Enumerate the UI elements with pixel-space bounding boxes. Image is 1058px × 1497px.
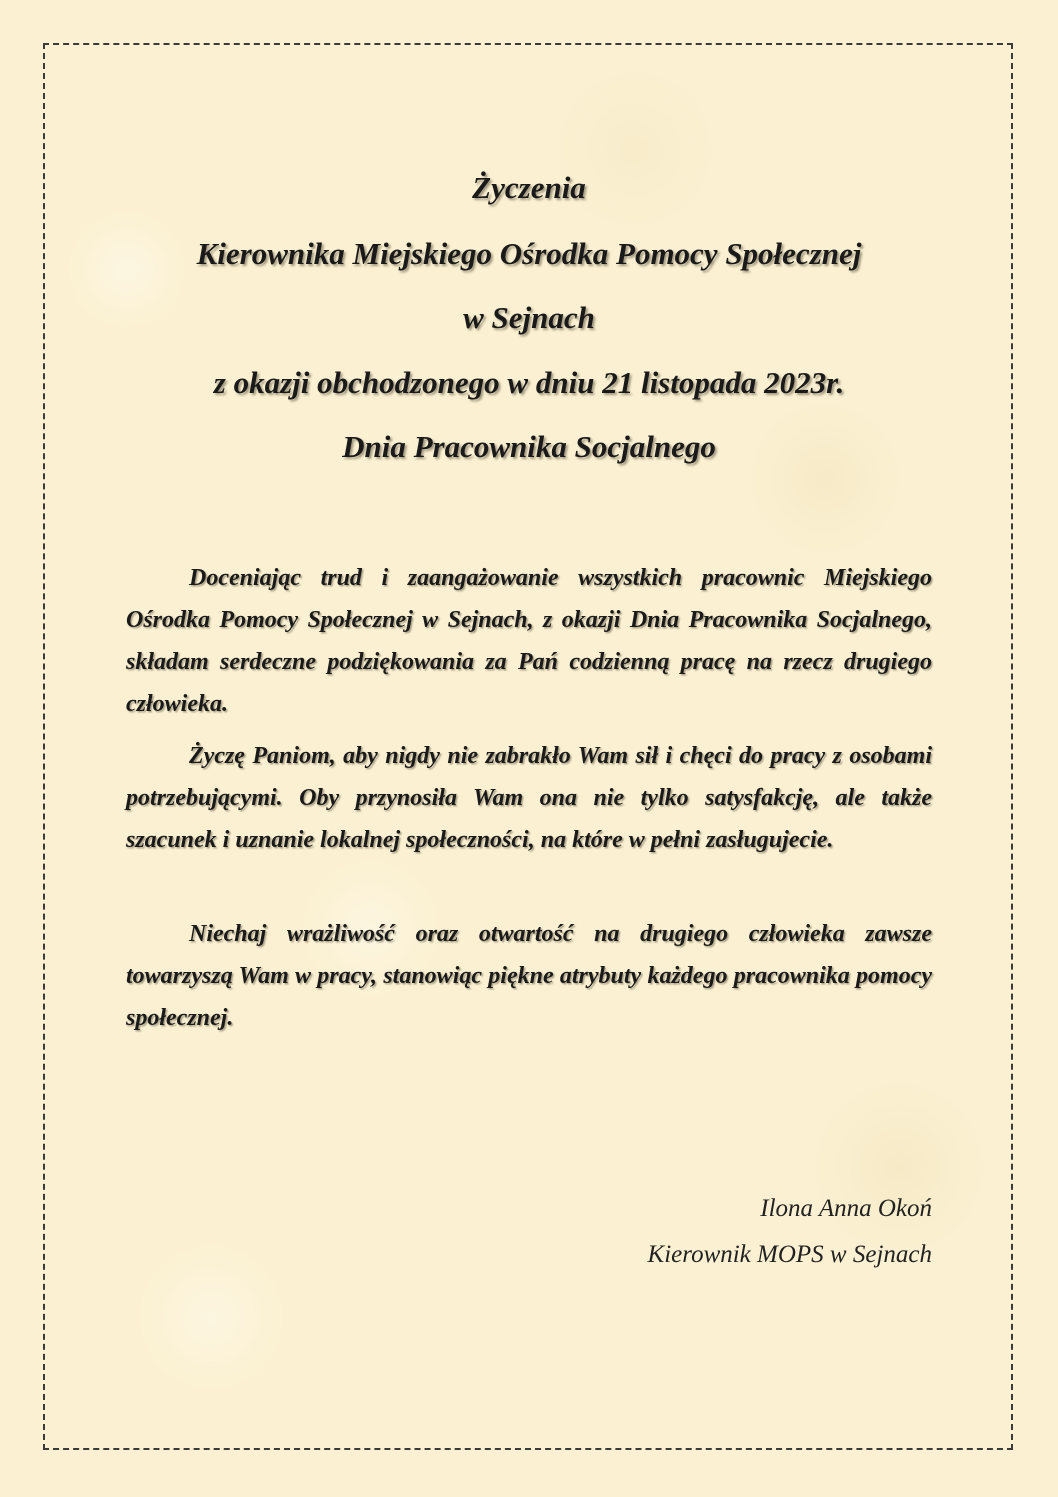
body-paragraph-1: Doceniając trud i zaangażowanie wszystkich pracownic Miejskiego Ośrodka Pomocy Społecznej w Sejnach, z okazji Dnia Pracownika Socjalnego, składam serdeczne podziękowania za Pań codzienną pracę na rzecz drugiego człowieka. xyxy=(126,565,932,717)
heading-occasion-name: Dnia Pracownika Socjalnego xyxy=(342,429,716,464)
signature-name: Ilona Anna Okoń xyxy=(760,1195,932,1222)
signature-role: Kierownik MOPS w Sejnach xyxy=(647,1241,932,1268)
body-paragraph-3: Niechaj wrażliwość oraz otwartość na drugiego człowieka zawsze towarzyszą Wam w pracy, stanowiąc piękne atrybuty każdego pracownika pomocy społecznej. xyxy=(126,921,932,1031)
body-paragraph-3-block xyxy=(126,913,932,1039)
heading-location: w Sejnach xyxy=(463,300,595,335)
heading-title: Życzenia xyxy=(472,170,586,205)
heading-institution: Kierownika Miejskiego Ośrodka Pomocy Społecznej xyxy=(196,236,862,271)
body-paragraph-1-block xyxy=(126,557,932,725)
heading-occasion-date: z okazji obchodzonego w dniu 21 listopada 2023r. xyxy=(213,365,845,400)
body-paragraph-2-block xyxy=(126,735,932,861)
body-paragraph-2: Życzę Paniom, aby nigdy nie zabrakło Wam sił i chęci do pracy z osobami potrzebującymi. Oby przynosiła Wam ona nie tylko satysfakcję, ale także szacunek i uznanie lokalnej społeczności, na które w pełni zasługujecie. xyxy=(126,743,932,853)
